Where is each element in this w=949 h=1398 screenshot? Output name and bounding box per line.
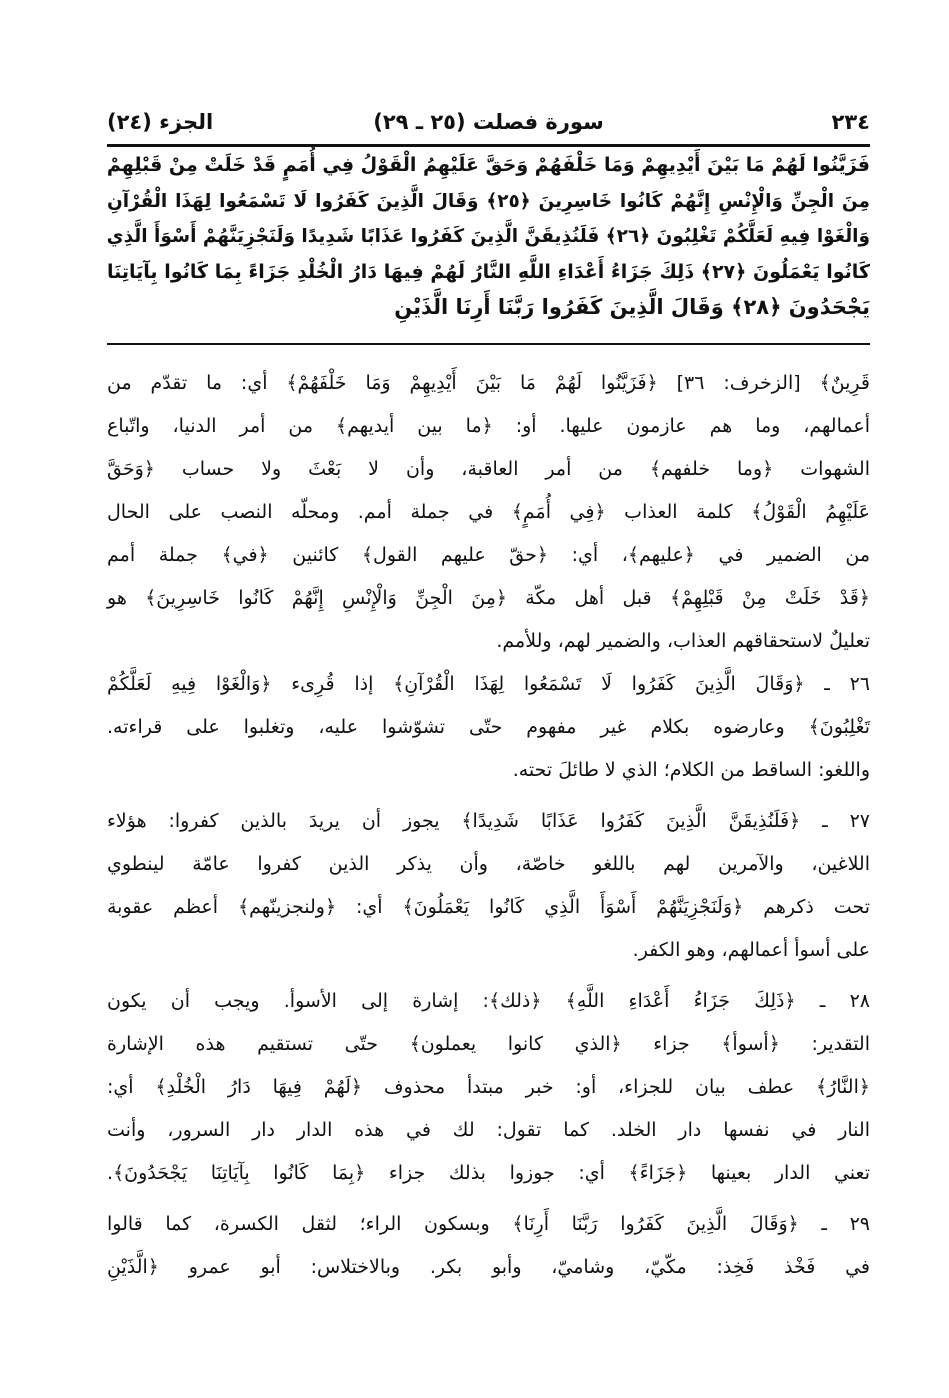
page-header <box>107 106 870 142</box>
commentary-line: تحت ذكرهم ﴿وَلَنَجْزِيَنَّهُمْ أَسْوَأَ الَّذِي كَانُوا يَعْمَلُونَ﴾ أي: ﴿ولنجزينّهم﴾ أعظم عقوبة <box>107 896 870 918</box>
section-divider <box>107 343 870 345</box>
commentary-line: من الضمير في ﴿عليهم﴾، أي: ﴿حقّ عليهم القول﴾ كائنين ﴿في﴾ جملة أمم <box>107 544 870 566</box>
commentary-line: التقدير: ﴿أسوأ﴾ جزاء ﴿الذي كانوا يعملون﴾ حتّى تستقيم هذه الإشارة <box>107 1033 870 1055</box>
quran-line: وَالْغَوْا فِيهِ لَعَلَّكُمْ تَغْلِبُونَ ﴿٢٦﴾ فَلَنُذِيقَنَّ الَّذِينَ كَفَرُوا عَذَابًا شَدِيدًا وَلَنَجْزِيَنَّهُمْ أَسْوَأَ الَّذِي <box>106 226 870 247</box>
commentary-line: ﴿النَّارُ﴾ عطف بيان للجزاء، أو: خبر مبتدأ محذوف ﴿لَهُمْ فِيهَا دَارُ الْخُلْدِ﴾ أي: <box>107 1076 870 1098</box>
commentary-paragraph-26 <box>107 663 870 792</box>
commentary-paragraph-27 <box>107 800 870 972</box>
commentary-line: اللاغين، والآمرين لهم باللغو خاصّة، وأن يذكر الذين كفروا عامّة لينطوي <box>107 853 870 875</box>
commentary-line: على أسوأ أعمالهم، وهو الكفر. <box>632 939 870 961</box>
quran-line: مِنَ الْجِنِّ وَالْإِنْسِ إِنَّهُمْ كَانُوا خَاسِرِينَ ﴿٢٥﴾ وَقَالَ الَّذِينَ كَفَرُوا لَا تَسْمَعُوا لِهَذَا الْقُرْآنِ <box>107 190 870 212</box>
commentary-paragraph <box>107 362 870 663</box>
commentary-line: الشهوات ﴿وما خلفهم﴾ من أمر العاقبة، وأن لا بَعْثَ ولا حساب ﴿وَحَقَّ <box>107 458 870 480</box>
commentary-line: ٢٧ ـ ﴿فَلَنُذِيقَنَّ الَّذِينَ كَفَرُوا عَذَابًا شَدِيدًا﴾ يجوز أن يريدَ بالذين كفروا: هؤلاء <box>107 810 870 832</box>
surah-title: سورة فصلت (٢٥ ـ ٢٩) <box>373 110 604 134</box>
commentary-line: النار في نفسها دار الخلد. كما تقول: لك في هذه الدار دار السرور، وأنت <box>107 1119 870 1141</box>
commentary-line: ٢٦ ـ ﴿وَقَالَ الَّذِينَ كَفَرُوا لَا تَسْمَعُوا لِهَذَا الْقُرْآنِ﴾ إذا قُرِىء ﴿وَالْغَوْا فِيهِ لَعَلَّكُمْ <box>107 673 870 695</box>
commentary-line: ﴿قَدْ خَلَتْ مِنْ قَبْلِهِمْ﴾ قبل أهل مكّة ﴿مِنَ الْجِنِّ وَالْإِنْسِ إِنَّهُمْ كَانُوا خَاسِرِينَ﴾ هو <box>107 587 870 609</box>
commentary-line: في فَخْذ فَخِذ: مكّيّ، وشاميّ، وأبو بكر. وبالاختلاس: أبو عمرو ﴿الَّذَيْنِ <box>107 1256 870 1278</box>
header-divider <box>107 144 870 147</box>
commentary-line: عَلَيْهِمُ الْقَوْلُ﴾ كلمة العذاب ﴿فِي أُمَمٍ﴾ في جملة أمم. ومحلّه النصب على الحال <box>107 501 870 523</box>
commentary-line: واللغو: الساقط من الكلام؛ الذي لا طائلَ تحته. <box>512 759 870 781</box>
juz-label: الجزء (٢٤) <box>107 110 214 134</box>
commentary-line: تعليلٌ لاستحقاقهم العذاب، والضمير لهم، وللأمم. <box>496 630 870 652</box>
commentary-line: قَرِينٌ﴾ [الزخرف: ٣٦] ﴿فَزَيَّنُوا لَهُمْ مَا بَيْنَ أَيْدِيهِمْ وَمَا خَلْفَهُمْ﴾ أي: ما تقدّم من <box>107 372 870 394</box>
quran-line: كَانُوا يَعْمَلُونَ ﴿٢٧﴾ ذَلِكَ جَزَاءُ أَعْدَاءِ اللَّهِ النَّارُ لَهُمْ فِيهَا دَارُ الْخُلْدِ جَزَاءً بِمَا كَانُوا بِآيَاتِنَا <box>107 260 870 283</box>
page-number: ٢٣٤ <box>831 110 870 134</box>
quran-line: يَجْحَدُونَ ﴿٢٨﴾ وَقَالَ الَّذِينَ كَفَرُوا رَبَّنَا أَرِنَا الَّذَيْنِ <box>394 295 870 319</box>
quran-line: فَزَيَّنُوا لَهُمْ مَا بَيْنَ أَيْدِيهِمْ وَمَا خَلْفَهُمْ وَحَقَّ عَلَيْهِمُ الْقَوْلُ فِي أُمَمٍ قَدْ خَلَتْ مِنْ قَبْلِهِمْ <box>106 154 870 176</box>
commentary-block <box>107 362 870 1289</box>
commentary-line: أعمالهم، وما هم عازمون عليها. أو: ﴿ما بين أيديهم﴾ من أمر الدنيا، واتّباع <box>107 415 870 437</box>
commentary-line: تعني الدار بعينها ﴿جَزَاءً﴾ أي: جوزوا بذلك جزاء ﴿بِمَا كَانُوا بِآيَاتِنَا يَجْحَدُونَ﴾. <box>107 1162 870 1184</box>
commentary-paragraph-28 <box>107 980 870 1195</box>
quran-text-block <box>107 148 870 326</box>
commentary-line: ٢٩ ـ ﴿وَقَالَ الَّذِينَ كَفَرُوا رَبَّنَا أَرِنَا﴾ وبسكون الراء؛ لثقل الكسرة، كما قالوا <box>107 1213 870 1235</box>
commentary-line: ٢٨ ـ ﴿ذَلِكَ جَزَاءُ أَعْدَاءِ اللَّهِ﴾ ﴿ذلك﴾: إشارة إلى الأسوأ. ويجب أن يكون <box>107 990 870 1012</box>
commentary-paragraph-29 <box>107 1203 870 1289</box>
commentary-line: تَغْلِبُونَ﴾ وعارضوه بكلام غير مفهوم حتّى تشوّشوا عليه، وتغلبوا على قراءته. <box>107 716 870 738</box>
